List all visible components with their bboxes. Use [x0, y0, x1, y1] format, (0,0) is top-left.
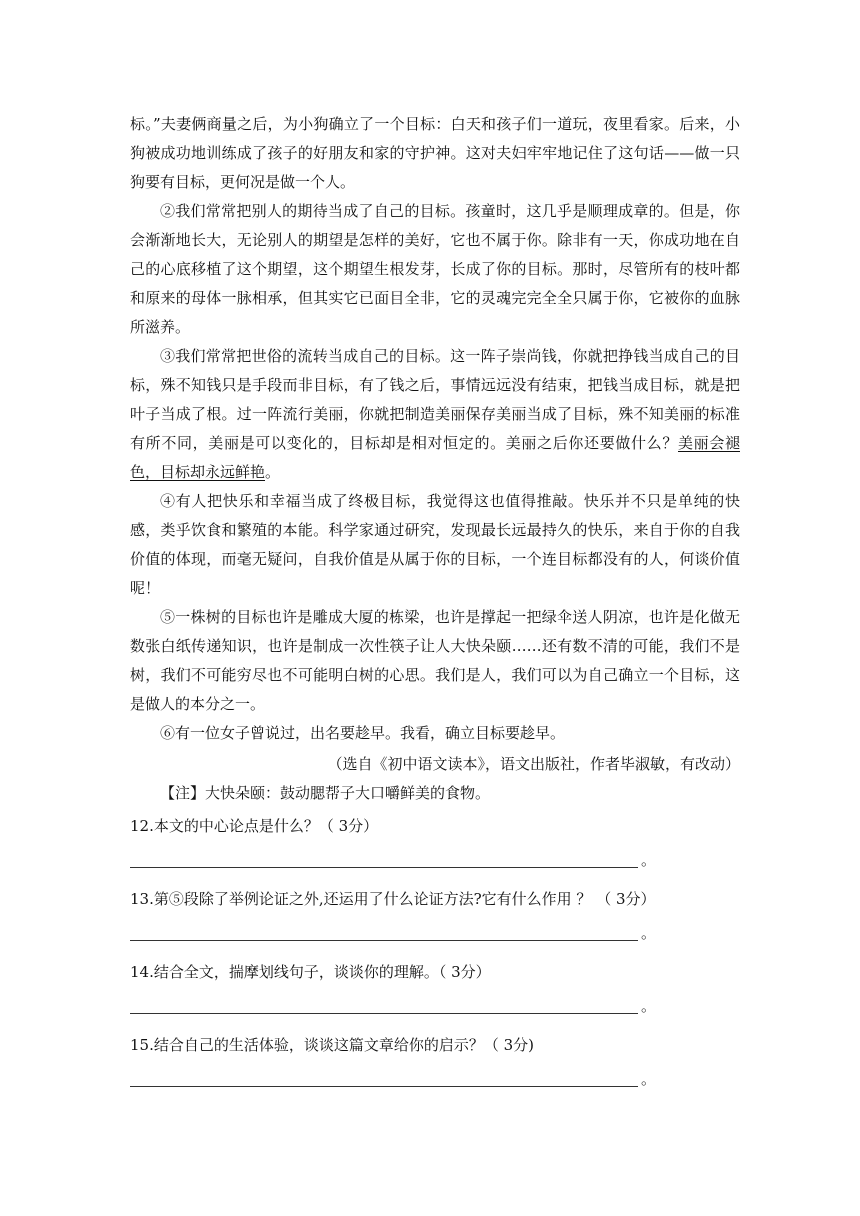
answer-line-13[interactable] — [130, 914, 740, 954]
answer-line-12[interactable] — [130, 841, 740, 881]
paragraph-2: ②我们常常把别人的期待当成了自己的目标。孩童时，这几乎是顺理成章的。但是，你会渐渐地长大，无论别人的期望是怎样的美好，它也不属于你。除非有一天，你成功地在自己的心底移植了这个期望，这个期望生根发芽，长成了你的目标。那时，尽管所有的枝叶都和原来的母体一脉相承，但其实它已面目全非，它的灵魂完完全全只属于你，它被你的血脉所滋养。 — [130, 202, 740, 336]
answer-underline — [130, 940, 638, 941]
answer-line-14[interactable] — [130, 987, 740, 1027]
source-citation: （选自《初中语文读本》，语文出版社，作者毕淑敏，有改动） — [327, 755, 740, 773]
answer-underline — [130, 1086, 638, 1087]
answer-end-mark: 。 — [641, 851, 657, 869]
underlined-sentence: 美丽会褪色，目标却永远鲜艳 — [130, 434, 740, 481]
document-content — [130, 110, 740, 1104]
paragraph-4: ④有人把快乐和幸福当成了终极目标，我觉得这也值得推敲。快乐并不只是单纯的快感，类乎饮食和繁殖的本能。科学家通过研究，发现最长远最持久的快乐，来自于你的自我价值的体现，而毫无疑问，自我价值是从属于你的目标，一个连目标都没有的人，何谈价值呢！ — [130, 492, 740, 597]
answer-underline — [130, 867, 638, 868]
answer-end-mark: 。 — [641, 997, 657, 1015]
answer-line-15[interactable] — [130, 1060, 740, 1100]
paragraph-3-text: ③我们常常把世俗的流转当成自己的目标。这一阵子崇尚钱，你就把挣钱当成自己的目标，殊不知钱只是手段而非目标，有了钱之后，事情远远没有结束，把钱当成目标，就是把叶子当成了根。过一阵流行美丽，你就把制造美丽保存美丽当成了目标，殊不知美丽的标准有所不同，美丽是可以变化的，目标却是相对恒定的。美丽之后你还要做什么？ — [130, 347, 740, 452]
paragraph-5: ⑤一株树的目标也许是雕成大厦的栋梁，也许是撑起一把绿伞送人阴凉，也许是化做无数张白纸传递知识，也许是制成一次性筷子让人大快朵颐……还有数不清的可能，我们不是树，我们不可能穷尽也不可能明白树的心思。我们是人，我们可以为自己确立一个目标，这是做人的本分之一。 — [130, 608, 740, 713]
answer-end-mark: 。 — [641, 1070, 657, 1088]
question-14: 14.结合全文，揣摩划线句子，谈谈你的理解。（ 3分） — [130, 963, 491, 981]
annotation-note: 【注】大快朵颐：鼓动腮帮子大口嚼鲜美的食物。 — [160, 784, 491, 802]
paragraph-3-end: 。 — [265, 463, 281, 481]
question-15: 15.结合自己的生活体验，谈谈这篇文章给你的启示？（ 3分) — [130, 1036, 535, 1054]
answer-end-mark: 。 — [641, 924, 657, 942]
question-12: 12.本文的中心论点是什么？（ 3分） — [130, 817, 379, 835]
paragraph-continued: 标。”夫妻俩商量之后，为小狗确立了一个目标：白天和孩子们一道玩，夜里看家。后来，小狗被成功地训练成了孩子的好朋友和家的守护神。这对夫妇牢牢地记住了这句话——做一只狗要有目标，更何况是做一个人。 — [130, 115, 740, 191]
question-13: 13.第⑤段除了举例论证之外,还运用了什么论证方法?它有什么作用 ？ （ 3分） — [130, 890, 656, 908]
paragraph-6: ⑥有一位女子曾说过，出名要趁早。我看，确立目标要趁早。 — [160, 724, 566, 742]
paragraph-3 — [130, 342, 740, 487]
answer-underline — [130, 1013, 638, 1014]
